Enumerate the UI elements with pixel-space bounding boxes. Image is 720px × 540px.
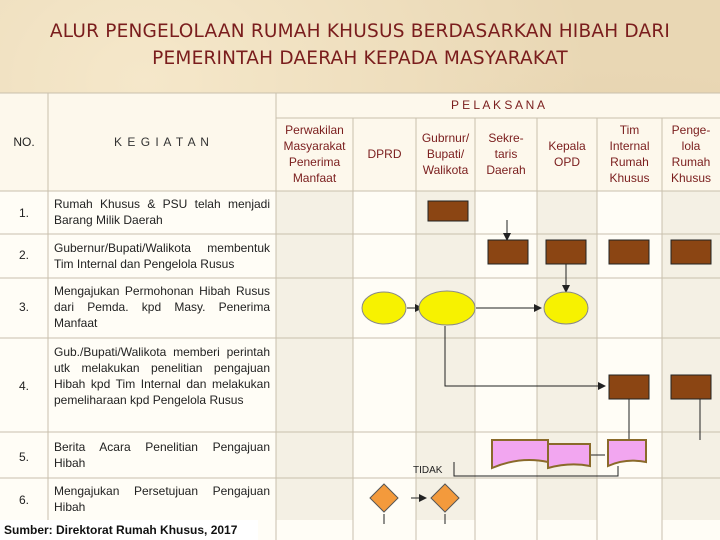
- ellipse-row3-c: [544, 292, 588, 324]
- row-2-number: 2.: [18, 248, 29, 262]
- header-col-tim-internal: Tim Internal Rumah Khusus: [609, 123, 650, 185]
- row-3-kegiatan: Mengajukan Permohonan Hibah Rusus dari Pemda. kpd Masy. Penerima Manfaat: [54, 284, 270, 330]
- header-no: NO.: [13, 135, 35, 149]
- title-line-1: ALUR PENGELOLAAN RUMAH KHUSUS BERDASARKAN HIBAH DARI: [49, 21, 671, 42]
- row-6-number: 6.: [18, 493, 29, 507]
- header-pelaksana: P E L A K S A N A: [450, 98, 546, 112]
- header-col-sekda: Sekre- taris Daerah: [486, 131, 526, 177]
- row-6-kegiatan: Mengajukan Persetujuan Pengajuan Hibah: [54, 484, 270, 514]
- header-col-gubernur: Gubrnur/ Bupati/ Walikota: [421, 131, 470, 177]
- row-1-number: 1.: [18, 206, 29, 220]
- source-note: Sumber: Direktorat Rumah Khusus, 2017: [0, 520, 258, 540]
- header-col-kepala-opd: Kepala OPD: [548, 139, 586, 169]
- header-kegiatan: K E G I A T A N: [114, 135, 210, 149]
- document-row5-b: [548, 444, 590, 468]
- diamond-row6-a: [370, 484, 398, 512]
- header-col-perwakilan: Perwakilan Masyarakat Penerima Manfaat: [283, 123, 346, 185]
- row-5-number: 5.: [18, 450, 29, 464]
- process-box-row2-a: [488, 240, 528, 264]
- flow-label-tidak: TIDAK: [413, 465, 443, 476]
- process-box-row2-b: [546, 240, 586, 264]
- header-col-pengelola: Penge- lola Rumah Khusus: [670, 123, 712, 185]
- title-line-2: PEMERINTAH DAERAH KEPADA MASYARAKAT: [152, 48, 568, 69]
- row-3-number: 3.: [18, 300, 29, 314]
- ellipse-row3-a: [362, 292, 406, 324]
- document-row5-c: [608, 440, 646, 466]
- process-box-row1: [428, 201, 468, 221]
- ellipse-row3-b: [419, 291, 475, 325]
- row-4-number: 4.: [18, 379, 29, 393]
- row-2-kegiatan: Gubernur/Bupati/Walikota membentuk Tim Internal dan Pengelola Rusus: [54, 241, 270, 271]
- process-box-row4-a: [609, 375, 649, 399]
- row-4-kegiatan: Gub./Bupati/Walikota memberi perintah utk melakukan penelitian pengajuan Hibah kpd Tim Internal dan melakukan pemeliharaan kpd Pengelola Rusus: [54, 345, 270, 407]
- process-box-row4-b: [671, 375, 711, 399]
- header-col-dprd: DPRD: [367, 147, 402, 161]
- row-1-kegiatan: Rumah Khusus & PSU telah menjadi Barang Milik Daerah: [54, 197, 270, 227]
- process-box-row2-d: [671, 240, 711, 264]
- document-shapes: [492, 440, 646, 468]
- row-5-kegiatan: Berita Acara Penelitian Pengajuan Hibah: [54, 440, 270, 470]
- process-box-row2-c: [609, 240, 649, 264]
- column-shade-1: [276, 191, 353, 520]
